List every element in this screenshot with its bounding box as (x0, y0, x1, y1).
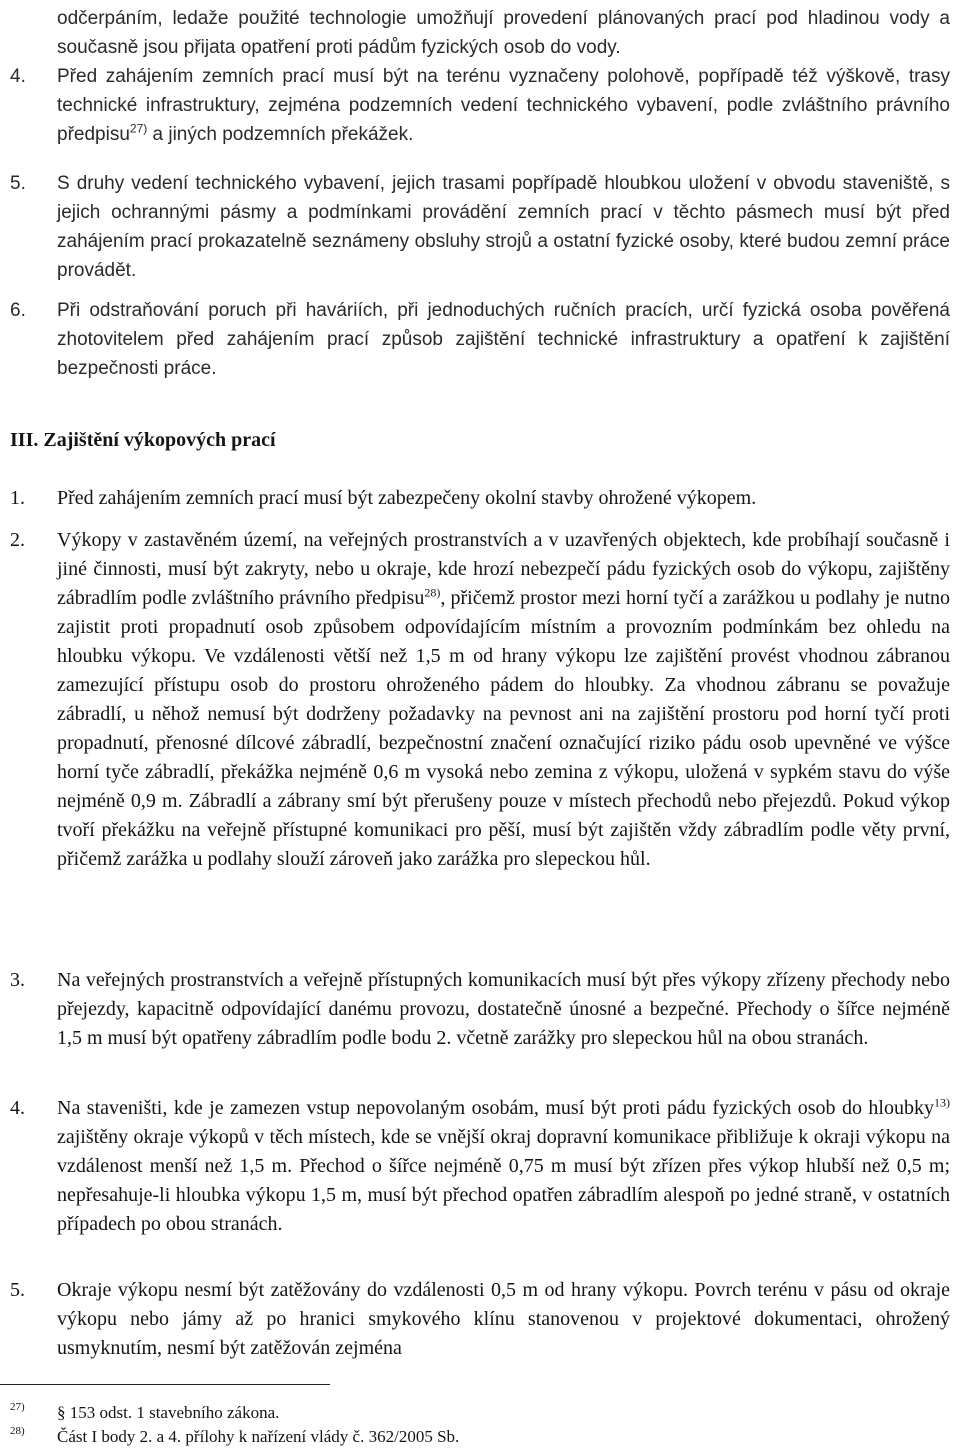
list-item-3-3 (10, 966, 950, 1053)
list-item-2-6 (10, 296, 950, 383)
item-text: Při odstraňování poruch při haváriích, při jednoduchých ručních pracích, určí fyzická osoba pověřená zhotovitelem před zahájením prací způsob zajištění technické infrastruktury a opatření k zajištění bezpečnosti práce. (57, 300, 950, 379)
footnote-28 (10, 1426, 910, 1448)
item-number: 2. (10, 529, 25, 551)
list-item-2-5 (10, 169, 950, 285)
footnote-ref-27: 27) (129, 121, 148, 136)
footnote-number: 28) (10, 1425, 25, 1437)
footnote-ref-28: 28) (424, 585, 441, 600)
item-text: Výkopy v zastavěném území, na veřejných prostranstvích a v uzavřených objektech, kde probíhají současně i jiné činnosti, musí být zakryty, nebo u okraje, kde hrozí nebezpečí pádu fyzických osob do výkopu, zajištěny zábradlím podle zvláštního právního předpisu$^{28)}$, přičemž prostor mezi horní tyčí a zarážkou u podlahy je nutno zajistit proti propadnutí osob způsobem odpovídajícím místním a provozním podmínkám bez ohledu na hloubku výkopu. Ve vzdálenosti větší než 1,5 m od hrany výkopu lze zajištění provést vhodnou zábranou zamezující přístupu osob do prostoru ohroženého pádem do hloubky. Za vhodnou zábranu se považuje zábradlí, u něhož nemusí být dodrženy požadavky na pevnost ani na zajištění prostoru pod horní tyčí proti propadnutí, přenosné dílcové zábradlí, bezpečnostní značení označující riziko pádu osob upevněné ve výšce horní tyče zábradlí, překážka nejméně 0,6 m vysoká nebo zemina z výkopu, uložená v sypkém stavu do výše nejméně 0,9 m. Zábradlí a zábrany smí být přerušeny pouze v místech přechodů nebo přejezdů. Pokud výkop tvoří překážku na veřejně přístupné komunikaci pro pěší, musí být zajištěn vždy zábradlím podle věty první, přičemž zarážka u podlahy slouží zároveň jako zarážka pro slepeckou hůl. (57, 529, 950, 870)
item-text: Před zahájením zemních prací musí být na terénu vyznačeny polohově, popřípadě též výškově, trasy technické infrastruktury, zejména podzemních vedení technického vybavení, podle zvláštního právního předpisu$^{27)}$ a jiných podzemních překážek. (57, 66, 950, 145)
list-item-3-5 (10, 1276, 950, 1363)
section-number: III. (10, 429, 39, 451)
item-number: 5. (10, 173, 26, 194)
list-item-3-1 (10, 484, 950, 513)
item-number: 4. (10, 1097, 25, 1119)
list-item-2-4 (10, 62, 950, 149)
footnote-27 (10, 1402, 910, 1424)
footnote-separator (0, 1384, 330, 1385)
footnote-number: 27) (10, 1401, 25, 1413)
item-number: 1. (10, 487, 25, 509)
item-number: 3. (10, 969, 25, 991)
footnote-text: § 153 odst. 1 stavebního zákona. (57, 1403, 280, 1422)
item-number: 5. (10, 1279, 25, 1301)
item-number: 6. (10, 300, 26, 321)
item-text: Před zahájením zemních prací musí být zabezpečeny okolní stavby ohrožené výkopem. (57, 487, 757, 509)
item-text: Na staveništi, kde je zamezen vstup nepovolaným osobám, musí být proti pádu fyzických osob do hloubky$^{13)}$ zajištěny okraje výkopů v těch místech, kde se vnější okraj dopravní komunikace přibližuje k okraji výkopu na vzdálenost menší než 1,5 m. Přechod o šířce nejméně 0,75 m musí být zřízen přes výkop hlubší než 0,5 m; nepřesahuje-li hloubka výkopu 1,5 m, musí být přechod opatřen zábradlím alespoň po jedné straně, v ostatních případech po obou stranách. (57, 1095, 950, 1235)
footnote-ref-13: 13) (934, 1095, 950, 1110)
item-number: 4. (10, 66, 26, 87)
section-title: Zajištění výkopových prací (43, 429, 276, 451)
list-item-3-4 (10, 1094, 950, 1239)
item-text: S druhy vedení technického vybavení, jejich trasami popřípadě hloubkou uložení v obvodu staveniště, s jejich ochrannými pásmy a podmínkami provádění zemních prací v těchto pásmech musí být před zahájením prací prokazatelně seznámeny obsluhy strojů a ostatní fyzické osoby, které budou zemní práce provádět. (57, 173, 950, 281)
item-text: Okraje výkopu nesmí být zatěžovány do vzdálenosti 0,5 m od hrany výkopu. Povrch terénu v pásu od okraje výkopu nebo jámy až po hranici smykového klínu stanovenou v projektové dokumentaci, ohrožený usmyknutím, nesmí být zatěžován zejména (57, 1279, 950, 1359)
item-text: Na veřejných prostranstvích a veřejně přístupných komunikacích musí být přes výkopy zřízeny přechody nebo přejezdy, kapacitně odpovídající danému provozu, dostatečně únosné a bezpečné. Přechody o šířce nejméně 1,5 m musí být opatřeny zábradlím podle bodu 2. včetně zarážky pro slepeckou hůl na obou stranách. (57, 969, 950, 1049)
footnote-text: Část I body 2. a 4. přílohy k nařízení vlády č. 362/2005 Sb. (57, 1427, 460, 1446)
list-item-3-2 (10, 526, 950, 874)
section-heading (10, 426, 276, 455)
intro-paragraph: odčerpáním, ledaže použité technologie umožňují provedení plánovaných prací pod hladinou vody a současně jsou přijata opatření proti pádům fyzických osob do vody. (57, 8, 950, 58)
